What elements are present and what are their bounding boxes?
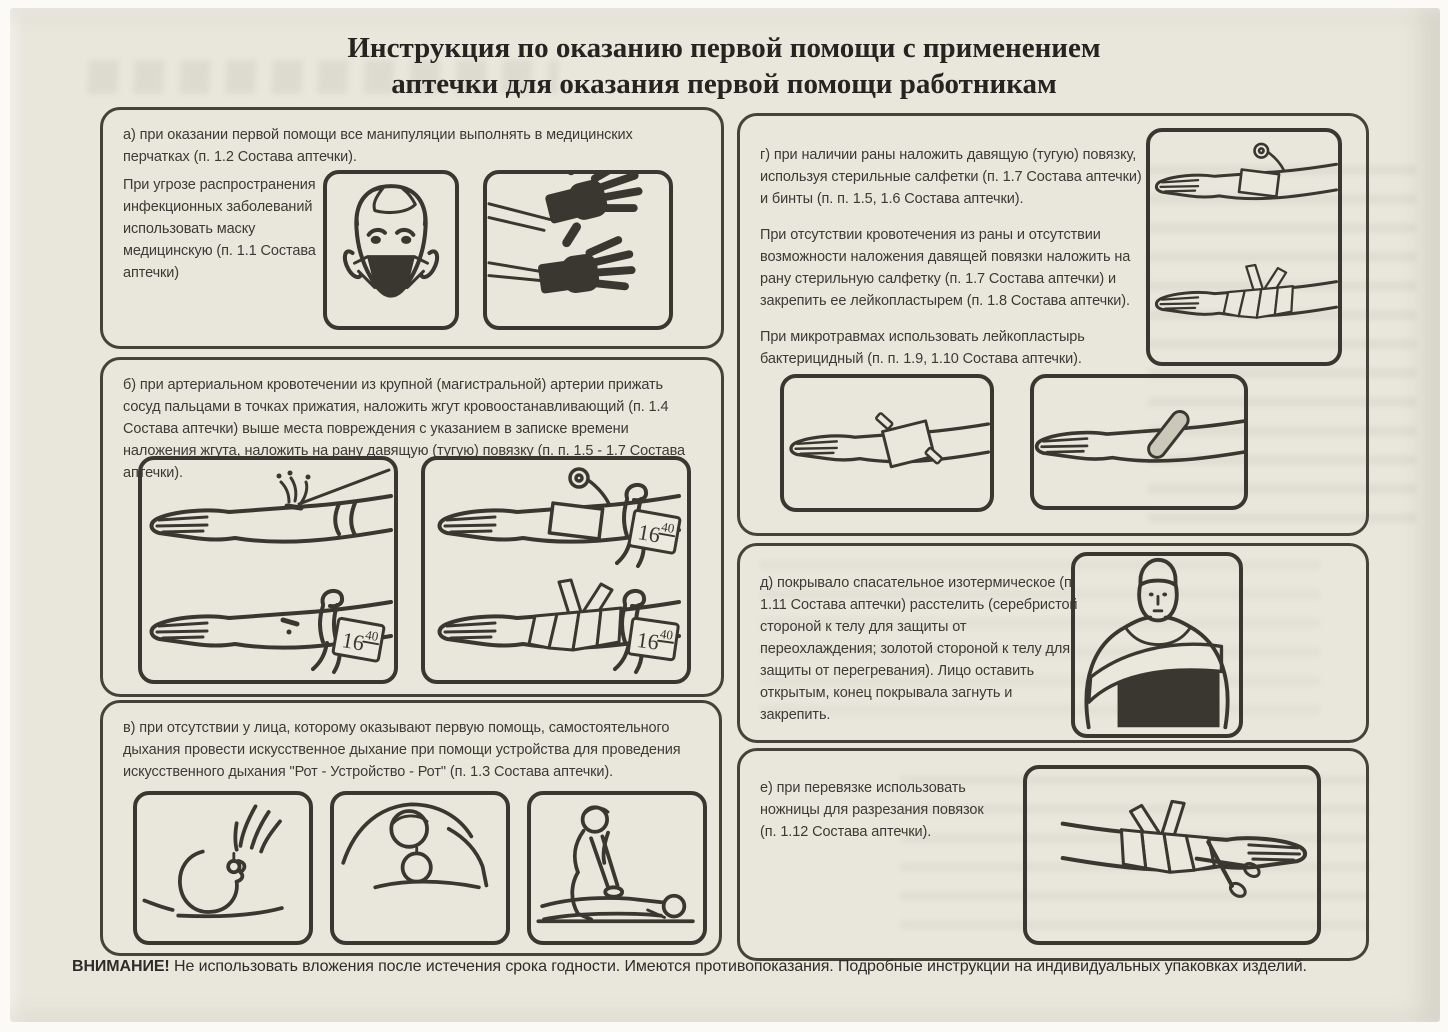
section-g-text [760,144,1142,384]
section-box-g [737,113,1369,536]
bactericidal-plaster-icon [1034,378,1244,506]
section-box-d [737,543,1369,743]
medical-mask-pictogram [323,170,459,330]
bactericidal-plaster-pictogram [1030,374,1248,510]
footer-warning [72,958,1417,976]
section-box-v [100,700,722,956]
scissors-cutting-bandage-icon [1027,769,1317,941]
page-title-line2: аптечки для оказания первой помощи работникам [391,68,1057,101]
sterile-napkin-plaster-pictogram [780,374,994,512]
footer-warning-text: Не использовать вложения после истечения срока годности. Имеются противопоказания. Подробные инструкции на индивидуальных упаковках изделий. [174,958,1307,975]
section-b-text: б) при артериальном кровотечении из крупной (магистральной) артерии прижать сосуд пальцами в точках прижатия, наложить жгут кровоостанавливающий (п. 1.4 Состава аптечки) выше места повреждения с указанием в записке времени наложения жгута, наложить на рану давящую (тугую) повязку (п. п. 1.5 - 1.7 Состава аптечки). [123,377,685,481]
pressure-bandage-icon [1150,132,1338,362]
chest-compressions-icon [531,795,703,941]
section-e-text: е) при перевязке использовать ножницы для разрезания повязок (п. 1.12 Состава аптечки). [760,780,984,840]
section-d-text: д) покрывало спасательное изотермическое (п. 1.11 Состава аптечки) расстелить (серебристой стороной к телу для защиты от переохлаждения; золотой стороной к телу для защиты от перегревания). Лицо оставить открытым, конец покрывала загнуть и закрепить. [760,575,1078,723]
rescue-blanket-icon [1075,556,1239,734]
footer-attention-label: ВНИМАНИЕ! [72,958,170,975]
section-a-side-note: При угрозе распространения инфекционных заболеваний использовать маску медицинскую (п. 1.1 Состава аптечки) [123,177,316,281]
section-box-a [100,107,724,349]
page-title [0,30,1448,103]
rescue-blanket-pictogram [1071,552,1243,738]
rescue-breathing-icon [334,795,506,941]
pressure-bandage-pictogram [1146,128,1342,366]
section-box-b [100,357,724,697]
tourniquet-bandage-pictogram [421,456,691,684]
head-tilt-device-pictogram [133,791,313,945]
scissors-cutting-bandage-pictogram [1023,765,1321,945]
page-title-line1: Инструкция по оказанию первой помощи с применением [347,32,1101,64]
tourniquet-bandage-icon [425,460,687,680]
head-tilt-device-icon [137,795,309,941]
rescue-breathing-pictogram [330,791,510,945]
sterile-napkin-plaster-icon [784,378,990,508]
medical-gloves-icon [487,174,669,326]
section-g-paragraph-1: г) при наличии раны наложить давящую (тугую) повязку, используя стерильные салфетки (п. 1.7 Состава аптечки) и бинты (п. п. 1.5, 1.6 Состава аптечки). [760,147,1142,207]
medical-gloves-pictogram [483,170,673,330]
section-a-text: а) при оказании первой помощи все манипуляции выполнять в медицинских перчатках (п. 1.2 Состава аптечки). [123,127,633,165]
section-g-paragraph-2: При отсутствии кровотечения из раны и отсутствии возможности наложения давящей повязки наложить на рану стерильную салфетку (п. 1.7 Состава аптечки) и закрепить ее лейкопластырем (п. 1.8 Состава аптечки). [760,227,1131,309]
artery-pressure-pictogram [138,456,398,684]
section-g-paragraph-3: При микротравмах использовать лейкопластырь бактерицидный (п. п. 1.9, 1.10 Состава аптечки). [760,329,1085,367]
medical-mask-icon [327,174,455,326]
section-v-text: в) при отсутствии у лица, которому оказывают первую помощь, самостоятельного дыхания провести искусственное дыхание при помощи устройства для проведения искусственного дыхания "Рот - Устройство - Рот" (п. 1.3 Состава аптечки). [123,720,681,780]
chest-compressions-pictogram [527,791,707,945]
artery-pressure-icon [142,460,394,680]
section-box-e [737,748,1369,961]
